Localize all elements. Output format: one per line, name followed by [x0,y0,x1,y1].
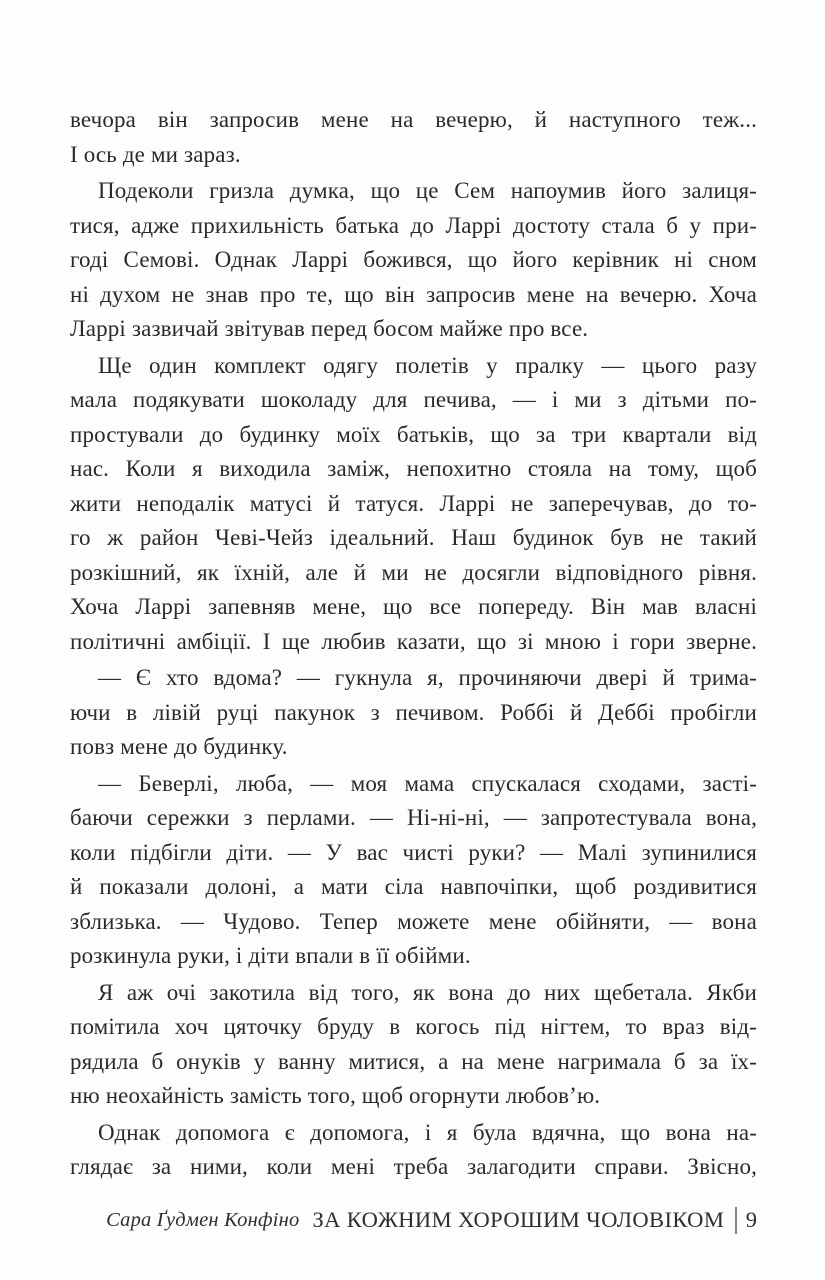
text-line: ню неохайність замість того, щоб огорнути любов’ю. [70,1083,601,1108]
text-line: Однак допомога є допомога, і я була вдячна, що вона на- [98,1119,757,1145]
text-line: й показали долоні, а мати сіла навпочіпки, щоб роздивитися [70,874,757,899]
text-line: зблизька. — Чудово. Тепер можете мене обійняти, — вона [70,908,757,934]
page-footer [106,1203,757,1237]
text-line: політичні амбіції. І ще любив казати, що зі мною і гори зверне. [70,628,757,654]
text-line: ні духом не знав про те, що він запросив мене на вечерю. Хоча [70,281,757,307]
text-line: Ще один комплект одягу полетів у пралку — цього разу [98,352,757,378]
text-line: простували до будинку моїх батьків, що за три квартали від [70,421,757,447]
text-line: помітила хоч цяточку бруду в когось під нігтем, то враз від- [70,1014,757,1039]
text-line: Ларрі зазвичай звітував перед босом майже про все. [70,316,589,341]
body-text [70,103,757,1185]
text-line: Подеколи гризла думка, що це Сем напоумив його залиця- [98,178,757,203]
paragraph [70,767,757,974]
text-line: Хоча Ларрі запевняв мене, що все попереду. Він мав власні [70,594,757,619]
text-line: баючи сережки з перлами. — Ні-ні-ні, — запротестувала вона, [70,805,757,830]
footer-book-title: ЗА КОЖНИМ ХОРОШИМ ЧОЛОВІКОМ [312,1207,725,1232]
paragraph [70,174,757,347]
text-line: І ось де ми зараз. [70,141,241,167]
text-line: коли підбігли діти. — У вас чисті руки? — Малі зупинилися [70,839,757,865]
footer-separator-bar [735,1207,737,1234]
text-line: — Беверлі, люба, — моя мама спускалася сходами, засті- [98,770,757,796]
text-line: — Є хто вдома? — гукнула я, прочиняючи двері й трима- [98,665,757,690]
paragraph [70,661,757,765]
text-line: розкішний, як їхній, але й ми не досягли відповідного рівня. [70,559,757,585]
text-line: рядила б онуків у ванну митися, а на мене нагримала б за їх- [70,1048,757,1074]
text-line: розкинула руки, і діти впали в її обійми. [70,943,471,968]
text-line: годі Семові. Однак Ларрі божився, що його керівник ні сном [70,247,757,272]
footer-author: Сара Ґудмен Конфіно [106,1208,300,1231]
text-line: ючи в лівій руці пакунок з печивом. Роббі й Деббі пробігли [70,699,757,725]
text-line: глядає за ними, коли мені треба залагодити справи. Звісно, [70,1154,757,1179]
text-line: повз мене до будинку. [70,734,288,759]
text-line: нас. Коли я виходила заміж, непохитно стояла на тому, щоб [70,456,757,481]
text-line: Я аж очі закотила від того, як вона до них щебетала. Якби [98,979,757,1005]
paragraph [70,1116,757,1185]
text-line: мала подякувати шоколаду для печива, — і ми з дітьми по- [70,387,757,412]
text-line: жити неподалік матусі й татуся. Ларрі не заперечував, до то- [70,490,757,516]
text-line: го ж район Чеві-Чейз ідеальний. Наш будинок був не такий [70,525,757,550]
paragraph [70,349,757,660]
paragraph [70,103,757,172]
text-line: вечора він запросив мене на вечерю, й наступного теж... [70,107,757,132]
page-number: 9 [745,1207,757,1232]
text-line: тися, адже прихильність батька до Ларрі достоту стала б у при- [70,212,757,238]
paragraph [70,976,757,1114]
